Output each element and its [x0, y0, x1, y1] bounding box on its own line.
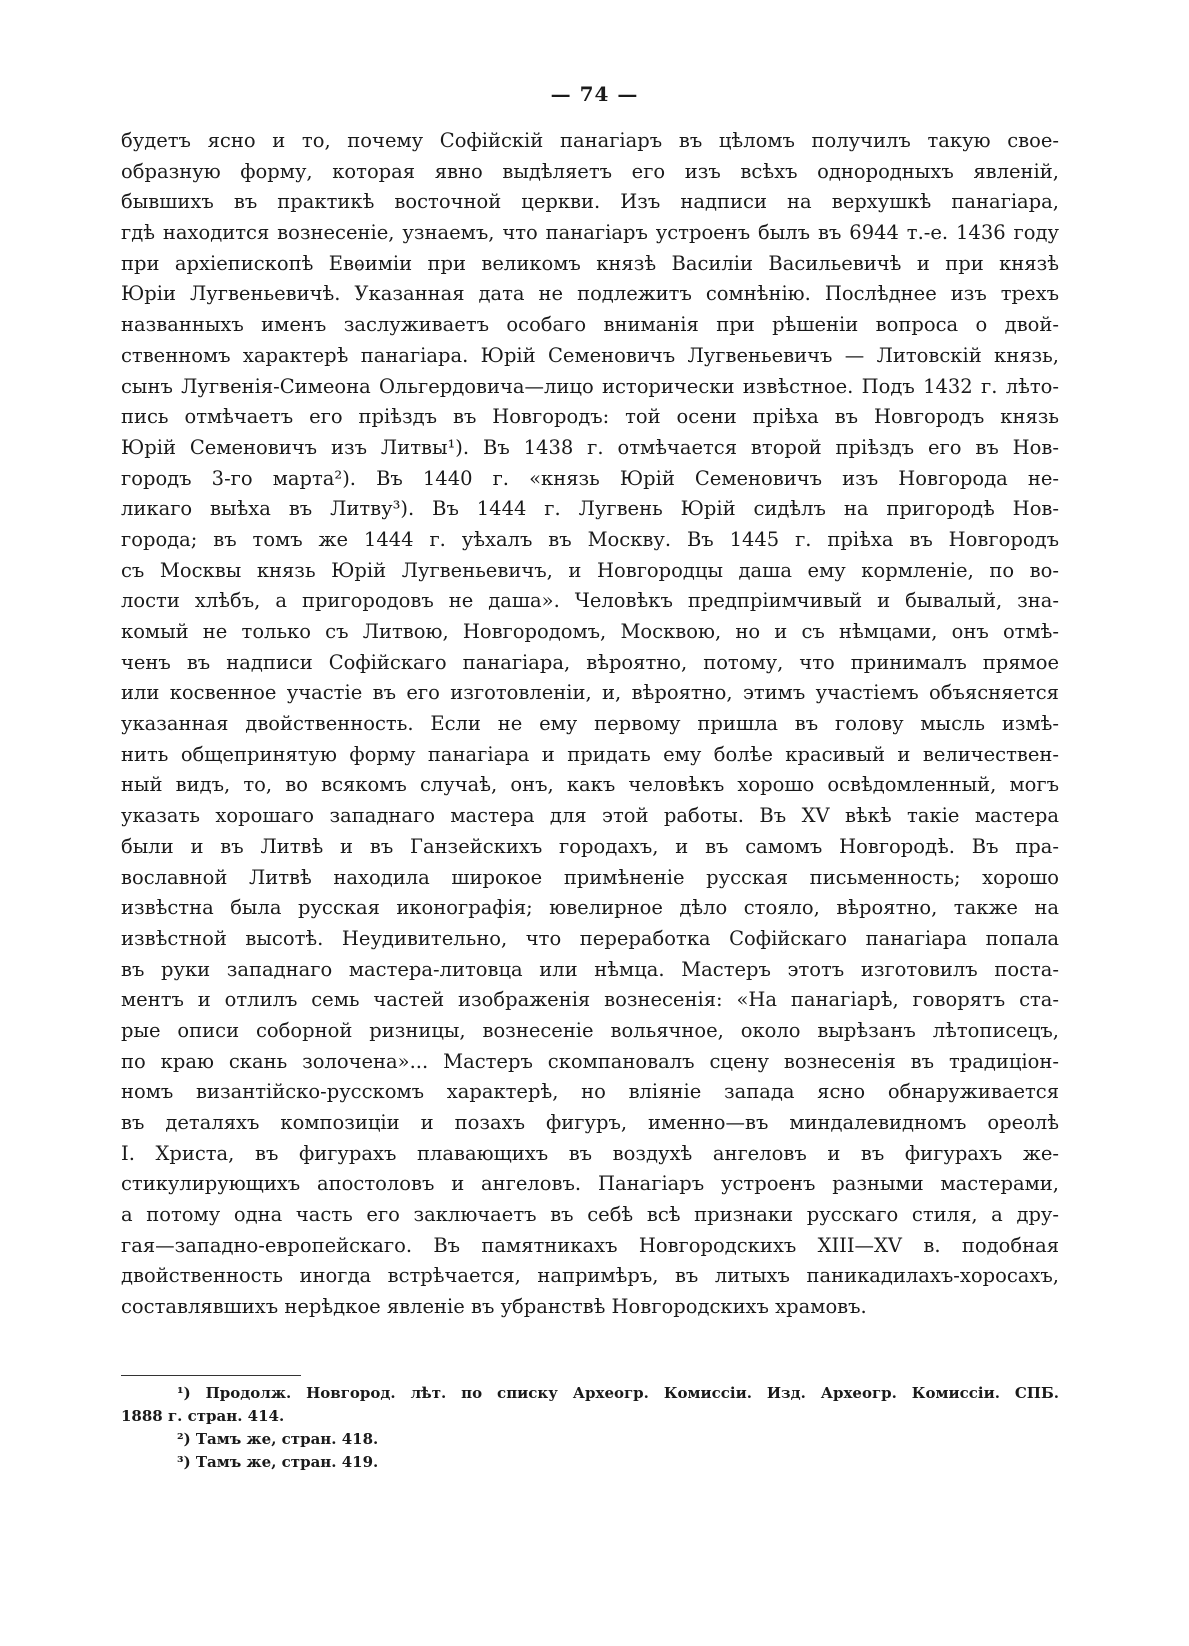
footnote-divider — [121, 1375, 301, 1376]
text-line: въ руки западнаго мастера-литовца или нѣмца. Мастеръ этотъ изготовилъ поста- — [121, 957, 1059, 981]
text-line: указать хорошаго западнаго мастера для этой работы. Въ XV вѣкѣ такіе мастера — [121, 804, 1059, 828]
text-line: будетъ ясно и то, почему Софійскій панагіаръ въ цѣломъ получилъ такую свое- — [121, 129, 1059, 152]
text-line: названныхъ именъ заслуживаетъ особаго вниманія при рѣшеніи вопроса о двой- — [121, 313, 1059, 337]
text-line: стикулирующихъ апостоловъ и ангеловъ. Панагіаръ устроенъ разными мастерами, — [121, 1172, 1059, 1196]
text-line: рые описи соборной ризницы, вознесеніе вольячное, около вырѣзанъ лѣтописецъ, — [121, 1018, 1059, 1042]
text-line: или косвенное участіе въ его изготовленіи, и, вѣроятно, этимъ участіемъ объясняется — [121, 681, 1059, 705]
text-line: ликаго выѣха въ Литву³). Въ 1444 г. Лугвень Юрій сидѣлъ на пригородѣ Нов- — [121, 497, 1059, 521]
text-line: ственномъ характерѣ панагіара. Юрій Семеновичъ Лугвеньевичъ — Литовскій князь, — [121, 343, 1059, 367]
body-text — [121, 126, 1059, 1323]
footnote-2: ²) Тамъ же, стран. 418. — [177, 1430, 379, 1448]
text-line: нить общепринятую форму панагіара и придать ему болѣе красивый и величествен- — [121, 742, 1059, 766]
text-line: извѣстной высотѣ. Неудивительно, что переработка Софійскаго панагіара попала — [121, 926, 1059, 950]
page-number: — 74 — — [550, 82, 639, 106]
text-line: сынъ Лугвенія-Симеона Ольгердовича—лицо исторически извѣстное. Подъ 1432 г. лѣто- — [121, 374, 1059, 398]
text-line: ный видъ, то, во всякомъ случаѣ, онъ, какъ человѣкъ хорошо освѣдомленный, могъ — [121, 773, 1059, 797]
text-line: бывшихъ въ практикѣ восточной церкви. Изъ надписи на верхушкѣ панагіара, — [121, 190, 1059, 214]
text-line: съ Москвы князь Юрій Лугвеньевичъ, и Новгородцы даша ему кормленіе, по во- — [121, 558, 1059, 582]
text-line: лости хлѣбъ, а пригородовъ не даша». Человѣкъ предпріимчивый и бывалый, зна- — [121, 589, 1059, 613]
text-line: въ деталяхъ композиціи и позахъ фигуръ, именно—въ миндалевидномъ ореолѣ — [121, 1111, 1059, 1134]
text-line: а потому одна часть его заключаетъ въ себѣ всѣ признаки русскаго стиля, а дру- — [121, 1203, 1059, 1227]
text-line: гая—западно-европейскаго. Въ памятникахъ Новгородскихъ XIII—XV в. подобная — [121, 1233, 1059, 1257]
text-line: составлявшихъ нерѣдкое явленіе въ убранствѣ Новгородскихъ храмовъ. — [121, 1295, 867, 1319]
text-line: при архіепископѣ Евѳиміи при великомъ князѣ Василіи Васильевичѣ и при князѣ — [121, 251, 1059, 275]
text-line: комый не только съ Литвою, Новгородомъ, Москвою, но и съ нѣмцами, онъ отмѣ- — [121, 620, 1059, 643]
text-line: ментъ и отлилъ семь частей изображенія вознесенія: «На панагіарѣ, говорятъ ста- — [121, 988, 1059, 1012]
text-line: по краю скань золочена»... Мастеръ скомпановалъ сцену вознесенія въ традиціон- — [121, 1049, 1059, 1073]
text-line: города; въ томъ же 1444 г. уѣхалъ въ Москву. Въ 1445 г. пріѣха въ Новгородъ — [121, 527, 1059, 551]
text-line: образную форму, которая явно выдѣляетъ его изъ всѣхъ однородныхъ явленій, — [121, 159, 1059, 183]
text-line: ченъ въ надписи Софійскаго панагіара, вѣроятно, потому, что принималъ прямое — [121, 650, 1059, 674]
text-line: городъ 3-го марта²). Въ 1440 г. «князь Юрій Семеновичъ изъ Новгорода не- — [121, 466, 1059, 490]
text-line: двойственность иногда встрѣчается, напримѣръ, въ литыхъ паникадилахъ-хоросахъ, — [121, 1264, 1059, 1288]
text-line: извѣстна была русская иконографія; ювелирное дѣло стояло, вѣроятно, также на — [121, 896, 1059, 920]
text-line: номъ византійско-русскомъ характерѣ, но вліяніе запада ясно обнаруживается — [121, 1080, 1059, 1104]
text-line: Юрій Семеновичъ изъ Литвы¹). Въ 1438 г. отмѣчается второй пріѣздъ его въ Нов- — [121, 435, 1059, 459]
text-line: пись отмѣчаетъ его пріѣздъ въ Новгородъ: той осени пріѣха въ Новгородъ князь — [121, 405, 1059, 429]
text-line: І. Христа, въ фигурахъ плавающихъ въ воздухѣ ангеловъ и въ фигурахъ же- — [121, 1141, 1059, 1165]
footnote-3: ³) Тамъ же, стран. 419. — [177, 1453, 379, 1471]
footnote-1-continuation: 1888 г. стран. 414. — [121, 1407, 285, 1425]
text-line: Юріи Лугвеньевичѣ. Указанная дата не подлежитъ сомнѣнію. Послѣднее изъ трехъ — [121, 282, 1059, 306]
text-line: гдѣ находится вознесеніе, узнаемъ, что панагіаръ устроенъ былъ въ 6944 т.-е. 1436 году — [121, 221, 1059, 245]
footnote-1: ¹) Продолж. Новгород. лѣт. по списку Археогр. Комиссіи. Изд. Археогр. Комиссіи. СПБ. — [177, 1384, 1059, 1402]
text-line: указанная двойственность. Если не ему первому пришла въ голову мысль измѣ- — [121, 712, 1059, 736]
text-line: вославной Литвѣ находила широкое примѣненіе русская письменность; хорошо — [121, 865, 1059, 889]
footnotes — [121, 1382, 1059, 1474]
text-line: были и въ Литвѣ и въ Ганзейскихъ городахъ, и въ самомъ Новгородѣ. Въ пра- — [121, 834, 1059, 858]
